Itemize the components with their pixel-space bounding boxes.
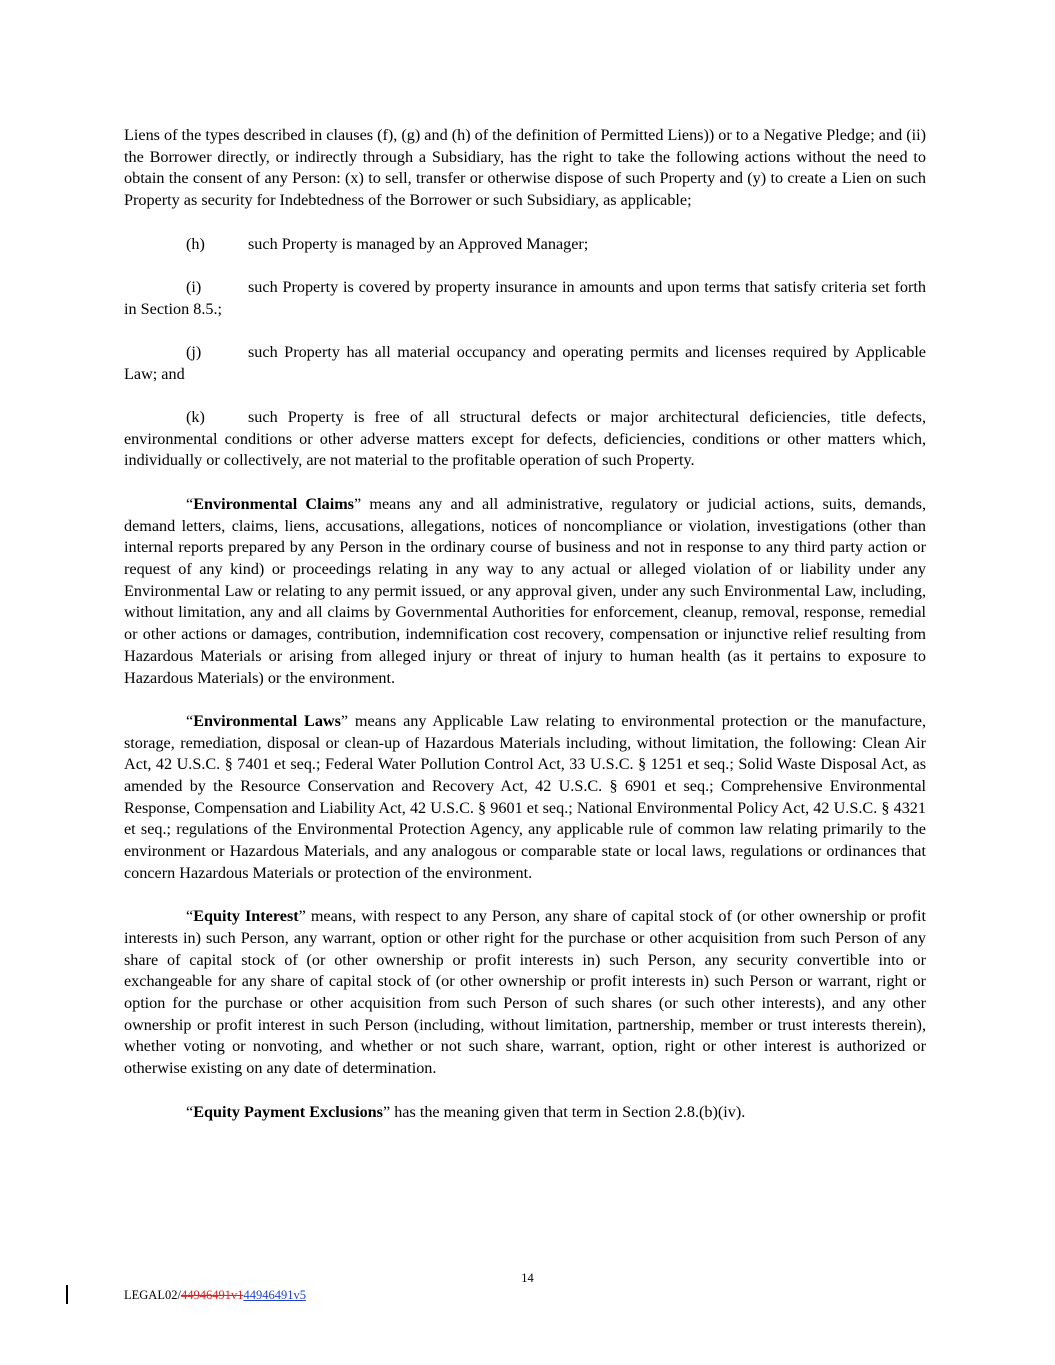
open-quote: “ [186, 711, 194, 730]
defined-term: Equity Payment Exclusions [193, 1102, 383, 1121]
definition-equity-payment-exclusions [124, 1102, 926, 1124]
clause-h [124, 234, 926, 256]
definition-text: ” has the meaning given that term in Section 2.8.(b)(iv). [382, 1102, 746, 1121]
definition-text: ” means any and all administrative, regulatory or judicial actions, suits, demands, demand letters, claims, liens, accusations, allegations, notices of noncompliance or violation, investigations (other than internal reports prepared by any Person in the ordinary course of business and not in response to any third party action or request of any kind) or proceedings relating in any way to any actual or alleged violation of or liability under any Environmental Law or relating to any permit issued, or any approval given, under any such Environmental Law, including, without limitation, any and all claims by Governmental Authorities for enforcement, cleanup, removal, response, remedial or other actions or damages, contribution, indemnification cost recovery, compensation or injunctive relief resulting from Hazardous Materials or arising from alleged injury or threat of injury to human health (as it pertains to exposure to Hazardous Materials) or the environment. [124, 494, 926, 687]
clause-label: (k) [186, 408, 205, 427]
clause-text: such Property is free of all structural defects or major architectural deficiencies, title defects, environmental conditions or other adverse matters except for defects, deficiencies, conditions or other matters which, individually or collectively, are not material to the profitable operation of such Property. [124, 408, 926, 470]
defined-term: Equity Interest [193, 907, 299, 926]
doc-id-inserted: 44946491v5 [243, 1288, 306, 1302]
document-id-footer [124, 1288, 306, 1303]
clause-i [124, 277, 926, 320]
clause-text: such Property is managed by an Approved Manager; [248, 234, 589, 253]
clause-k [124, 407, 926, 472]
paragraph-liens-continuation: Liens of the types described in clauses (f), (g) and (h) of the definition of Permitted Liens)) or to a Negative Pledge; and (ii) the Borrower directly, or indirectly through a Subsidiary, has the right to take the following actions without the need to obtain the consent of any Person: (x) to sell, transfer or otherwise dispose of such Property and (y) to create a Lien on such Property as security for Indebtedness of the Borrower or such Subsidiary, as applicable; [124, 126, 926, 210]
clause-label: (h) [186, 234, 205, 253]
open-quote: “ [186, 1102, 194, 1121]
doc-id-deleted: 44946491v1 [180, 1288, 244, 1302]
page-number: 14 [521, 1271, 534, 1285]
clause-j [124, 342, 926, 385]
definition-text: ” means, with respect to any Person, any share of capital stock of (or other ownership or profit interests in) such Person, any warrant, option or other right for the purchase or other acquisition from such Person of any share of capital stock of (or other ownership or profit interests in) such Person, any security convertible into or exchangeable for any share of capital stock of (or other ownership or profit interests in) such Person or warrant, right or option for the purchase or other acquisition from such Person of such shares (or such other interests), and any other ownership or profit interest in such Person (including, without limitation, partnership, member or trust interests therein), whether voting or nonvoting, and whether or not such share, warrant, option, right or other interest is authorized or otherwise existing on any date of determination. [124, 907, 926, 1078]
open-quote: “ [186, 907, 194, 926]
definition-environmental-laws [124, 711, 926, 885]
clause-label: (j) [186, 342, 202, 361]
definition-text: ” means any Applicable Law relating to environmental protection or the manufacture, storage, remediation, disposal or clean-up of Hazardous Materials including, without limitation, the following: Clean Air Act, 42 U.S.C. § 7401 et seq.; Federal Water Pollution Control Act, 33 U.S.C. § 1251 et seq.; Solid Waste Disposal Act, as amended by the Resource Conservation and Recovery Act, 42 U.S.C. § 6901 et seq.; Comprehensive Environmental Response, Compensation and Liability Act, 42 U.S.C. § 9601 et seq.; National Environmental Policy Act, 42 U.S.C. § 4321 et seq.; regulations of the Environmental Protection Agency, any applicable rule of common law relating primarily to the environment or Hazardous Materials, and any analogous or comparable state or local laws, regulations or ordinances that concern Hazardous Materials or protection of the environment. [124, 711, 926, 882]
definition-environmental-claims [124, 494, 926, 689]
definition-equity-interest [124, 906, 926, 1080]
clause-text: such Property has all material occupancy and operating permits and licenses required by Applicable Law; and [124, 342, 926, 383]
defined-term: Environmental Claims [193, 494, 354, 513]
open-quote: “ [186, 494, 194, 513]
document-body [124, 125, 926, 1123]
change-bar [66, 1285, 68, 1304]
doc-id-prefix: LEGAL02/ [124, 1288, 181, 1302]
clause-text: such Property is covered by property insurance in amounts and upon terms that satisfy criteria set forth in Section 8.5.; [124, 277, 926, 318]
clause-label: (i) [186, 277, 202, 296]
defined-term: Environmental Laws [193, 711, 341, 730]
